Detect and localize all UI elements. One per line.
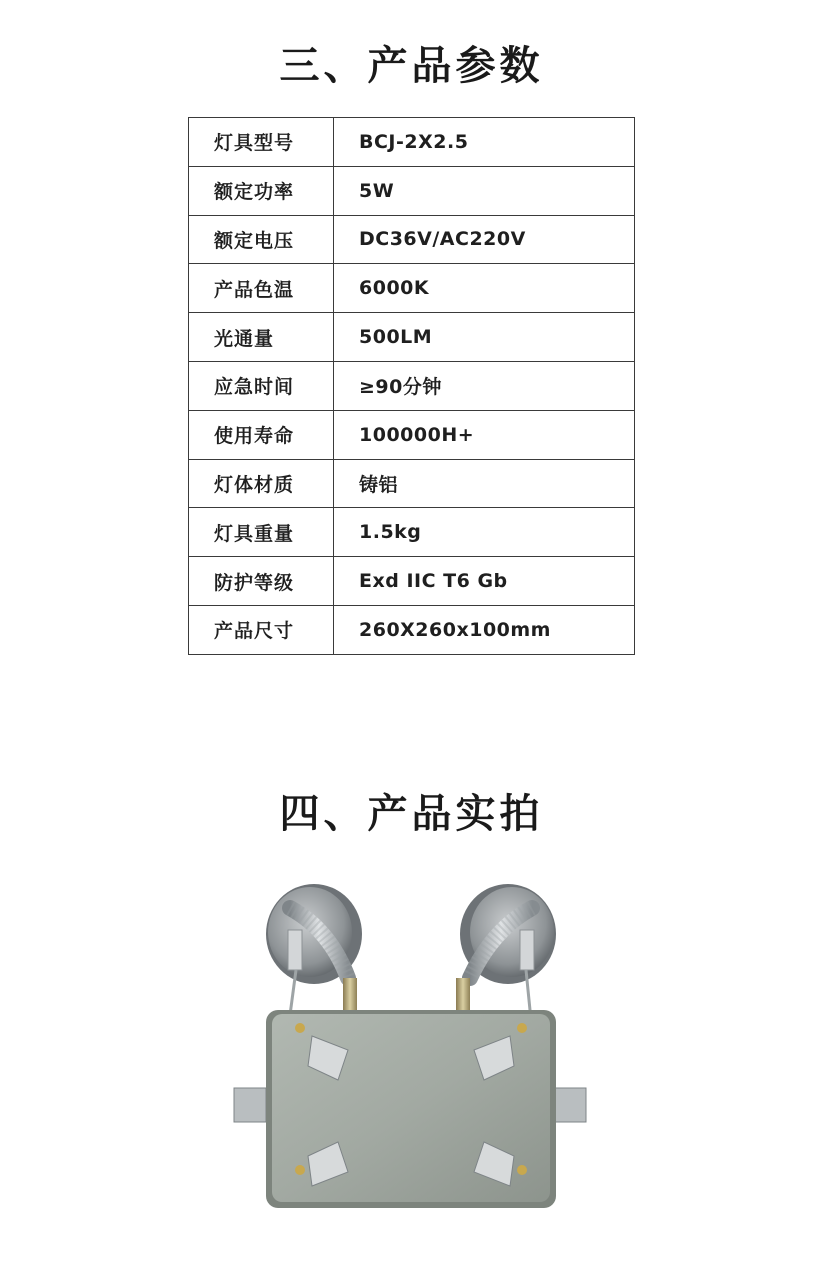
table-row — [189, 361, 635, 410]
spec-value: 1.5kg — [334, 508, 635, 557]
section-title-params: 三、产品参数 — [279, 43, 544, 89]
table-row — [189, 215, 635, 264]
spec-label: 使用寿命 — [189, 410, 334, 459]
right-side-fitting — [554, 1088, 586, 1122]
spec-value: 铸铝 — [334, 459, 635, 508]
spec-label: 防护等级 — [189, 557, 334, 606]
spec-label: 产品尺寸 — [189, 605, 334, 654]
product-photo — [230, 860, 590, 1240]
spec-label: 应急时间 — [189, 361, 334, 410]
spec-value: Exd IIC T6 Gb — [334, 557, 635, 606]
spec-label: 光通量 — [189, 313, 334, 362]
spec-label: 灯体材质 — [189, 459, 334, 508]
table-row — [189, 313, 635, 362]
spec-value: 500LM — [334, 313, 635, 362]
table-row — [189, 557, 635, 606]
spec-value: 100000H+ — [334, 410, 635, 459]
table-row — [189, 605, 635, 654]
spec-label: 灯具重量 — [189, 508, 334, 557]
spec-label: 产品色温 — [189, 264, 334, 313]
spec-label: 灯具型号 — [189, 118, 334, 167]
spec-label: 额定功率 — [189, 166, 334, 215]
table-row — [189, 508, 635, 557]
table-row — [189, 264, 635, 313]
section-title-photos: 四、产品实拍 — [279, 791, 544, 837]
spec-value: DC36V/AC220V — [334, 215, 635, 264]
table-row — [189, 118, 635, 167]
spec-value: ≥90分钟 — [334, 361, 635, 410]
table-row — [189, 459, 635, 508]
table-row — [189, 166, 635, 215]
right-lamp-head — [460, 884, 556, 1030]
table-row — [189, 410, 635, 459]
spec-value: BCJ-2X2.5 — [334, 118, 635, 167]
spec-value: 6000K — [334, 264, 635, 313]
spec-value: 5W — [334, 166, 635, 215]
spec-label: 额定电压 — [189, 215, 334, 264]
spec-table — [188, 117, 635, 655]
junction-box — [266, 1010, 556, 1208]
spec-value: 260X260x100mm — [334, 605, 635, 654]
left-side-fitting — [234, 1088, 266, 1122]
